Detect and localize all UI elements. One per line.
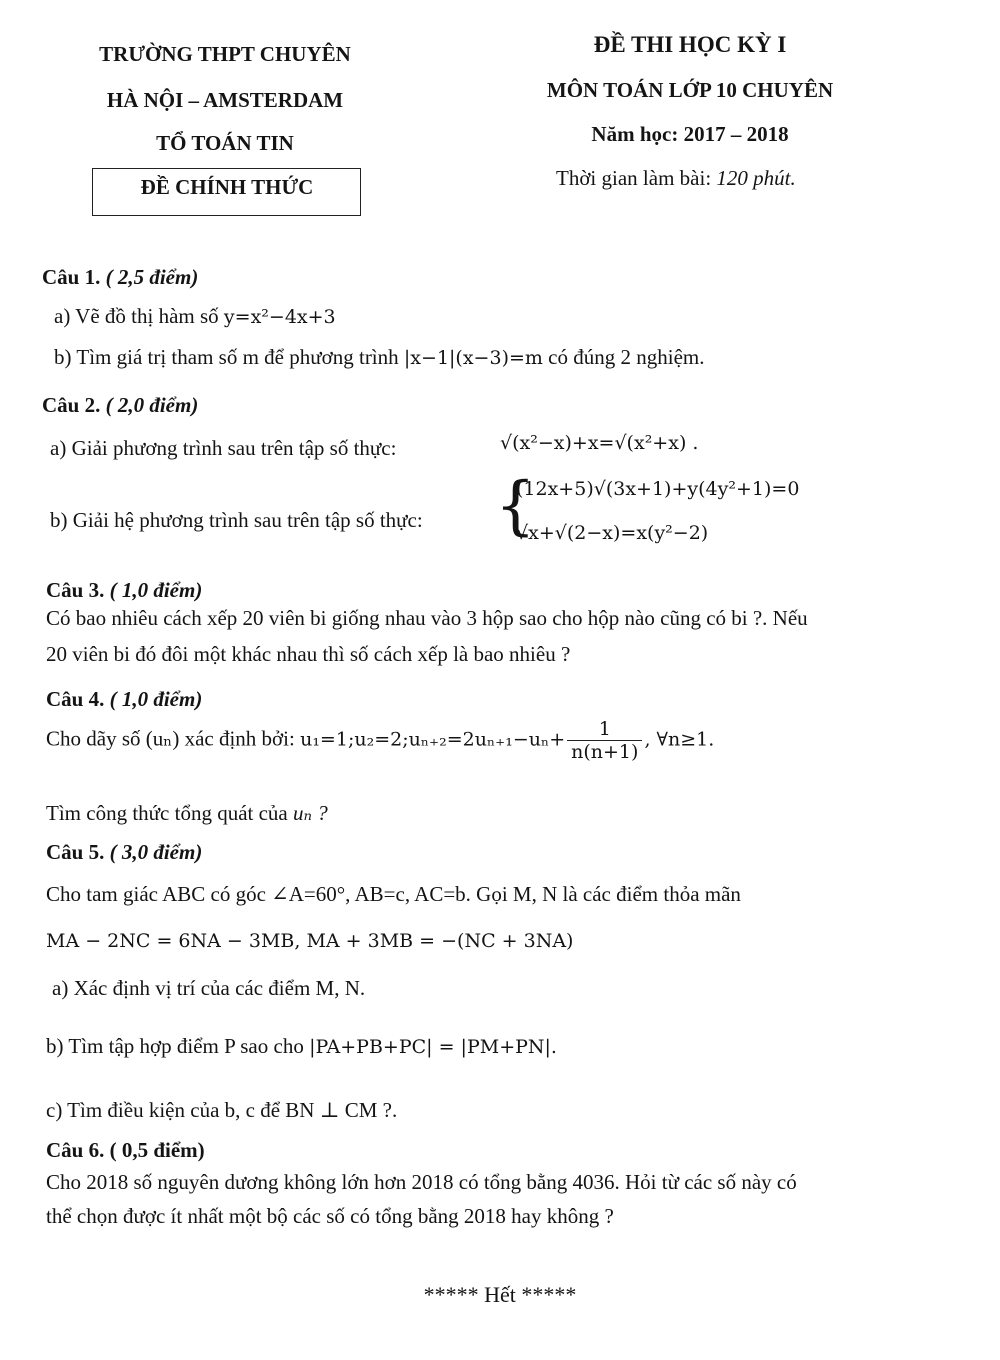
q4-text: Cho dãy số (uₙ) xác định bởi: [46,726,295,751]
q1-label: Câu 1. [42,265,101,289]
q5-line1: Cho tam giác ABC có góc ∠A=60°, AB=c, AC=b. Gọi M, N là các điểm thỏa mãn [46,882,741,906]
q5-part-a: a) Xác định vị trí của các điểm M, N. [52,976,366,1000]
q4-definition [46,718,714,763]
time-prefix: Thời gian làm bài: [556,166,712,190]
q3-line2: 20 viên bi đó đôi một khác nhau thì số cách xếp là bao nhiêu ? [46,642,571,666]
q4-formula: u₁=1;u₂=2;uₙ₊₂=2uₙ₊₁−uₙ+ [300,728,566,751]
q6-label: Câu 6. [46,1138,105,1162]
q5-label: Câu 5. [46,840,105,864]
q3-points: ( 1,0 điểm) [109,578,203,602]
q1-b-text: b) Tìm giá trị tham số m để phương trình [54,345,399,369]
q1-b-formula: |x−1|(x−3)=m [403,347,543,369]
question-4-title [46,687,202,712]
school-year: Năm học: 2017 – 2018 [591,122,789,146]
q2-label: Câu 2. [42,393,101,417]
q5-part-b [46,1034,557,1059]
q1-b-suffix: có đúng 2 nghiệm. [548,345,705,369]
question-3-title [46,578,202,603]
q5-b-formula: |PA+PB+PC| = |PM+PN|. [309,1036,557,1058]
q4-line2-text: Tìm công thức tổng quát của [46,801,288,825]
q1-a-text: a) Vẽ đồ thị hàm số [54,304,219,328]
exam-subject: MÔN TOÁN LỚP 10 CHUYÊN [546,78,834,102]
q1-part-b [54,345,704,370]
q3-line1: Có bao nhiêu cách xếp 20 viên bi giống nhau vào 3 hộp sao cho hộp nào cũng có bi ?. Nếu [46,606,808,630]
department: TỔ TOÁN TIN [156,131,294,155]
time-allowed [556,166,796,191]
q1-points: ( 2,5 điểm) [105,265,199,289]
q6-points: ( 0,5 điểm) [109,1138,205,1162]
question-1-title [42,265,198,290]
end-marker: ***** Hết ***** [423,1282,577,1307]
system-brace: { [495,469,536,543]
q2-b-eq1: (12x+5)√(3x+1)+y(4y²+1)=0 [516,478,800,500]
q4-line2-var: uₙ ? [293,801,328,825]
question-2-title [42,393,198,418]
question-6-title [46,1138,205,1163]
q4-label: Câu 4. [46,687,105,711]
q6-line2: thể chọn được ít nhất một bộ các số có tổng bằng 2018 hay không ? [46,1204,614,1228]
q1-part-a [54,304,336,329]
exam-title: ĐỀ THI HỌC KỲ I [593,32,787,57]
q1-a-formula: y=x²−4x+3 [223,306,336,328]
q4-frac-num: 1 [567,718,642,741]
official-label: ĐỀ CHÍNH THỨC [140,175,314,199]
q4-points: ( 1,0 điểm) [109,687,203,711]
time-value: 120 phút. [716,166,796,190]
school-name-line1: TRƯỜNG THPT CHUYÊN [99,42,351,66]
q2-a-text: a) Giải phương trình sau trên tập số thực: [50,436,397,460]
q2-points: ( 2,0 điểm) [105,393,199,417]
q5-points: ( 3,0 điểm) [109,840,203,864]
q3-label: Câu 3. [46,578,105,602]
school-name-line2: HÀ NỘI – AMSTERDAM [106,88,344,112]
question-5-title [46,840,202,865]
q4-frac-den: n(n+1) [571,741,639,763]
q2-a-formula: √(x²−x)+x=√(x²+x) . [500,432,699,454]
q2-b-eq2: √x+√(2−x)=x(y²−2) [516,522,709,544]
q4-line2 [46,801,328,826]
q4-formula-tail: , ∀n≥1. [644,728,715,751]
q4-fraction [567,718,642,763]
q5-part-c: c) Tìm điều kiện của b, c để BN ⊥ CM ?. [46,1098,398,1122]
q2-b-text: b) Giải hệ phương trình sau trên tập số thực: [50,508,423,532]
q5-vector-equations: MA − 2NC = 6NA − 3MB, MA + 3MB = −(NC + 3NA) [46,930,574,952]
q5-b-text: b) Tìm tập hợp điểm P sao cho [46,1034,304,1058]
q6-line1: Cho 2018 số nguyên dương không lớn hơn 2018 có tổng bằng 4036. Hỏi từ các số này có [46,1170,797,1194]
